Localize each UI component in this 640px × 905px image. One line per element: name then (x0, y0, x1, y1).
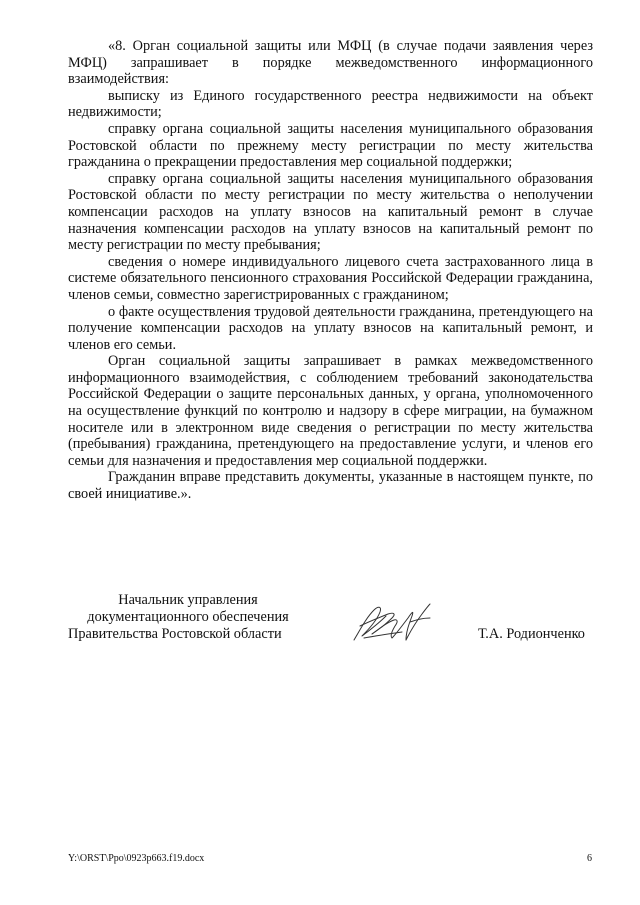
signatory-title-line-2: документационного обеспечения (87, 609, 289, 625)
paragraph-no-compensation-certificate: справку органа социальной защиты населения муниципального образования Ростовской области по месту регистрации по месту жительства о неполучении компенсации расходов на уплату взносов на капитальный ремонт в случае назначения компенсации расходов на уплату взносов на капитальный ремонт по месту регистрации по месту пребывания; (68, 170, 593, 254)
paragraph-previous-residence-certificate: справку органа социальной защиты населения муниципального образования Ростовской области по прежнему месту регистрации по месту жительства гражданина о прекращении предоставления мер социальной поддержки; (68, 120, 593, 171)
paragraph-insurance-account: сведения о номере индивидуального лицевого счета застрахованного лица в системе обязательного пенсионного страхования Российской Федерации гражданина, членов семьи, совместно зарегистрированных с гражданином; (68, 253, 593, 303)
paragraph-employment-fact: о факте осуществления трудовой деятельности гражданина, претендующего на получение компенсации расходов на уплату взносов на капитальный ремонт, и членов его семьи. (68, 303, 593, 353)
paragraph-own-initiative: Гражданин вправе представить документы, указанные в настоящем пункте, по своей инициативе.». (68, 469, 593, 503)
signatory-title (68, 592, 308, 643)
document-body (68, 38, 593, 503)
handwritten-signature (350, 600, 436, 648)
signatory-name: Т.А. Родионченко (478, 626, 585, 642)
signatory-title-line-3: Правительства Ростовской области (68, 626, 282, 642)
signatory-title-line-1: Начальник управления (118, 592, 258, 608)
footer-file-path: Y:\ORST\Ppo\0923p663.f19.docx (68, 853, 205, 864)
paragraph-migration-request: Орган социальной защиты запрашивает в рамках межведомственного информационного взаимодействия, с соблюдением требований законодательства Российской Федерации о защите персональных данных, у органа, уполномоченного на осуществление функций по контролю и надзору в сфере миграции, на бумажном носителе или в электронном виде сведения о регистрации по месту жительства (пребывания) гражданина, претендующего на предоставление услуги, и членов его семьи для назначения и предоставления мер социальной поддержки. (68, 353, 593, 469)
paragraph-intro: «8. Орган социальной защиты или МФЦ (в случае подачи заявления через МФЦ) запрашивает в порядке межведомственного информационного взаимодействия: (68, 38, 593, 88)
paragraph-egrn-extract: выписку из Единого государственного реестра недвижимости на объект недвижимости; (68, 87, 593, 121)
footer-page-number: 6 (587, 853, 592, 864)
